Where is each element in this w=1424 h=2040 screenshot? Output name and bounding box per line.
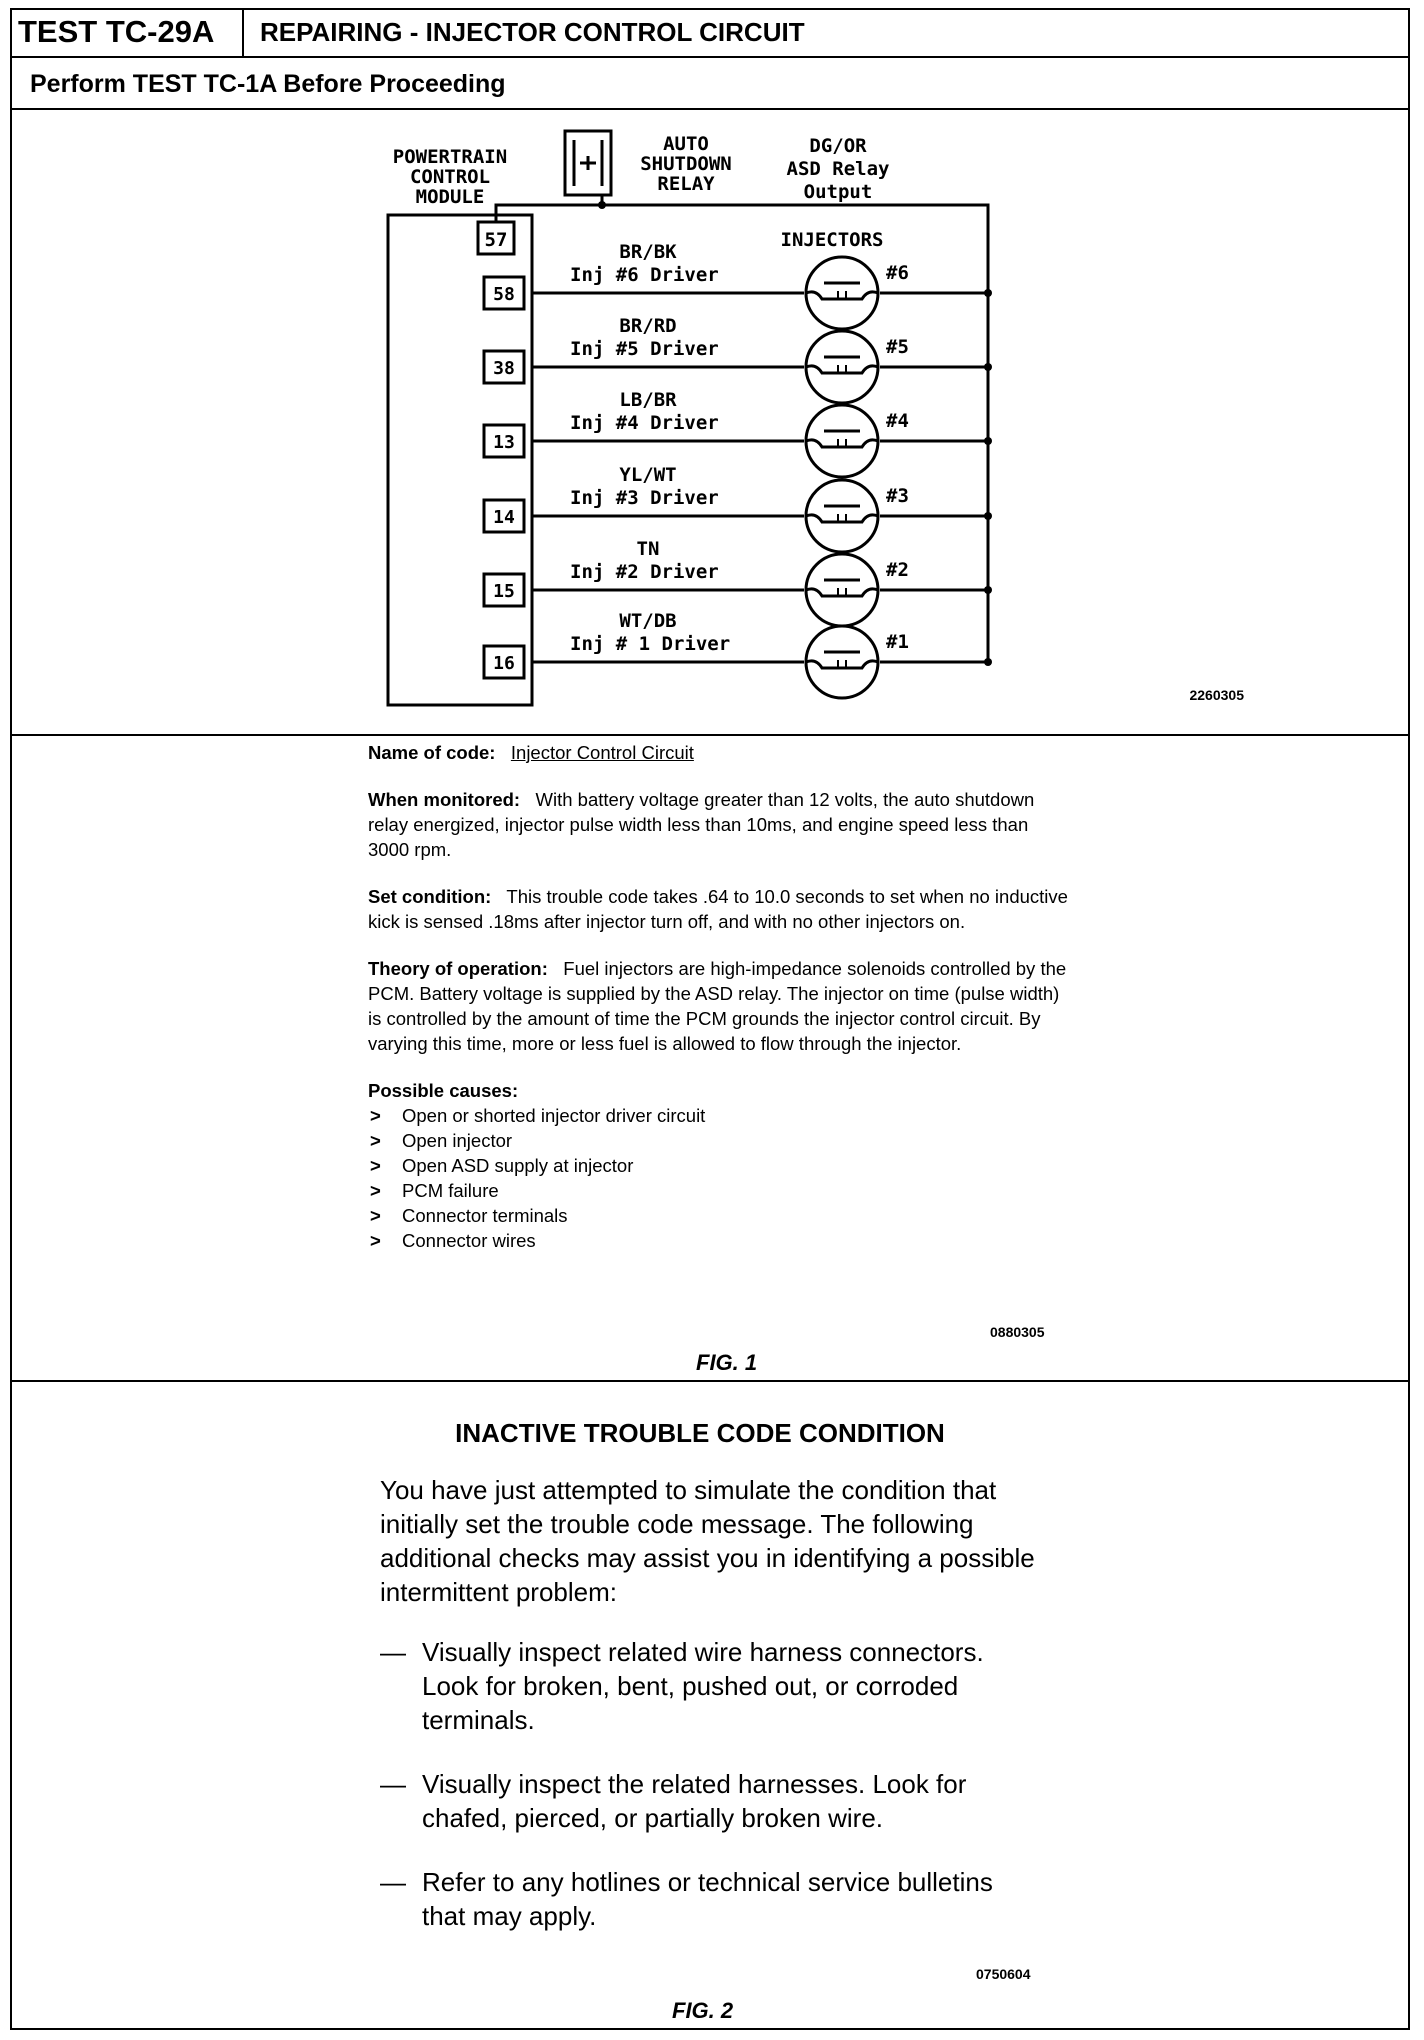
wire-color-label: WT/DB bbox=[619, 610, 677, 632]
code-figure-id: 0880305 bbox=[990, 1324, 1045, 1340]
causes-list bbox=[368, 1103, 1068, 1253]
junction-dot bbox=[984, 658, 992, 666]
schematic-figure-id: 2260305 bbox=[1189, 687, 1244, 703]
driver-label: Inj #6 Driver bbox=[570, 264, 719, 286]
injector-number: #3 bbox=[886, 485, 909, 507]
possible-causes bbox=[368, 1078, 1068, 1253]
pin-label: 13 bbox=[493, 432, 515, 453]
list-item: > Open or shorted injector driver circuit bbox=[368, 1103, 1068, 1128]
wire-color-label: LB/BR bbox=[619, 389, 677, 411]
code-name-value: Injector Control Circuit bbox=[510, 742, 694, 763]
prerequisite-note: Perform TEST TC-1A Before Proceeding bbox=[10, 58, 1410, 110]
injector-number: #5 bbox=[886, 336, 909, 358]
check-item: — Refer to any hotlines or technical service bulletins that may apply. bbox=[380, 1865, 1040, 1933]
pin-57-label: 57 bbox=[484, 229, 508, 251]
code-name-label: Name of code: bbox=[368, 742, 496, 763]
junction-dot bbox=[984, 512, 992, 520]
circuit-row bbox=[484, 538, 992, 626]
inactive-title: INACTIVE TROUBLE CODE CONDITION bbox=[455, 1418, 945, 1448]
injector-number: #6 bbox=[886, 262, 909, 284]
asd-label-2: ASD Relay bbox=[786, 158, 890, 180]
check-item: — Visually inspect the related harnesses. Look for chafed, pierced, or partially broken wire. bbox=[380, 1767, 1040, 1835]
set-condition bbox=[368, 884, 1068, 934]
asd-label-1: DG/OR bbox=[809, 135, 867, 157]
inactive-condition bbox=[380, 1418, 1040, 1963]
inactive-intro: You have just attempted to simulate the condition that initially set the trouble code message. The following additional checks may assist you in identifying a possible intermittent problem: bbox=[380, 1475, 1035, 1607]
list-item: > Connector wires bbox=[368, 1228, 1068, 1253]
circuit-row bbox=[484, 610, 992, 698]
pin-label: 38 bbox=[493, 358, 515, 379]
list-item: > PCM failure bbox=[368, 1178, 1068, 1203]
circuit-row bbox=[484, 315, 992, 403]
figure-2-caption: FIG. 2 bbox=[672, 1998, 734, 2023]
circuit-row bbox=[484, 464, 992, 552]
circuit-row bbox=[484, 389, 992, 477]
junction-dot bbox=[984, 586, 992, 594]
causes-label: Possible causes: bbox=[368, 1080, 519, 1101]
wire-color-label: BR/BK bbox=[619, 241, 677, 263]
list-item: > Open ASD supply at injector bbox=[368, 1153, 1068, 1178]
when-monitored bbox=[368, 787, 1068, 862]
figure-1-caption: FIG. 1 bbox=[696, 1350, 758, 1375]
theory-label: Theory of operation: bbox=[368, 958, 548, 979]
theory-of-operation bbox=[368, 956, 1068, 1056]
code-info bbox=[368, 740, 1068, 1253]
when-monitored-text: With battery voltage greater than 12 volts, the auto shutdown relay energized, injector pulse width less than 10ms, and engine speed less than 3000 rpm. bbox=[368, 789, 1035, 860]
page-title: REPAIRING - INJECTOR CONTROL CIRCUIT bbox=[260, 17, 805, 47]
when-monitored-label: When monitored: bbox=[368, 789, 521, 810]
pin-label: 15 bbox=[493, 581, 515, 602]
driver-label: Inj #3 Driver bbox=[570, 487, 719, 509]
circuit-row bbox=[484, 241, 992, 329]
junction-dot bbox=[984, 363, 992, 371]
injector-schematic bbox=[0, 0, 1424, 740]
pcm-label-3: MODULE bbox=[415, 186, 485, 208]
wire-color-label: YL/WT bbox=[619, 464, 677, 486]
list-item: > Connector terminals bbox=[368, 1203, 1068, 1228]
injector-number: #2 bbox=[886, 559, 909, 581]
driver-label: Inj #4 Driver bbox=[570, 412, 719, 434]
asd-label-3: Output bbox=[803, 181, 873, 203]
inactive-figure-id: 0750604 bbox=[976, 1966, 1031, 1982]
pcm-label-1: POWERTRAIN bbox=[392, 146, 508, 168]
theory-text: Fuel injectors are high-impedance solenoids controlled by the PCM. Battery voltage is supplied by the ASD relay. The injector on time (pulse width) is controlled by the amount of time the PCM grounds the injector control circuit. By varying this time, more or less fuel is allowed to flow through the injector. bbox=[368, 958, 1067, 1054]
code-name bbox=[368, 740, 1068, 765]
injector-number: #4 bbox=[886, 410, 909, 432]
injector-circuits bbox=[484, 241, 992, 698]
wire-color-label: BR/RD bbox=[619, 315, 677, 337]
pcm-label-2: CONTROL bbox=[409, 166, 491, 188]
relay-label-1: AUTO bbox=[663, 133, 709, 155]
check-item: — Visually inspect related wire harness connectors. Look for broken, bent, pushed out, or corroded terminals. bbox=[380, 1635, 1040, 1737]
pin-label: 16 bbox=[493, 653, 515, 674]
driver-label: Inj #5 Driver bbox=[570, 338, 719, 360]
junction-dot bbox=[984, 437, 992, 445]
pin-label: 58 bbox=[493, 284, 515, 305]
relay-label-2: SHUTDOWN bbox=[640, 153, 732, 175]
pin-label: 14 bbox=[493, 507, 515, 528]
junction-dot bbox=[984, 289, 992, 297]
list-item: > Open injector bbox=[368, 1128, 1068, 1153]
relay-label-3: RELAY bbox=[657, 173, 715, 195]
test-id: TEST TC-29A bbox=[10, 8, 244, 56]
driver-label: Inj # 1 Driver bbox=[570, 633, 731, 655]
set-condition-label: Set condition: bbox=[368, 886, 492, 907]
injector-number: #1 bbox=[886, 631, 909, 653]
set-condition-text: This trouble code takes .64 to 10.0 seconds to set when no inductive kick is sensed .18ms after injector turn off, and with no other injectors on. bbox=[368, 886, 1068, 932]
wire-color-label: TN bbox=[636, 538, 660, 560]
driver-label: Inj #2 Driver bbox=[570, 561, 719, 583]
section-divider bbox=[10, 734, 1410, 736]
section-divider bbox=[10, 1380, 1410, 1382]
injectors-title: INJECTORS bbox=[780, 229, 884, 251]
